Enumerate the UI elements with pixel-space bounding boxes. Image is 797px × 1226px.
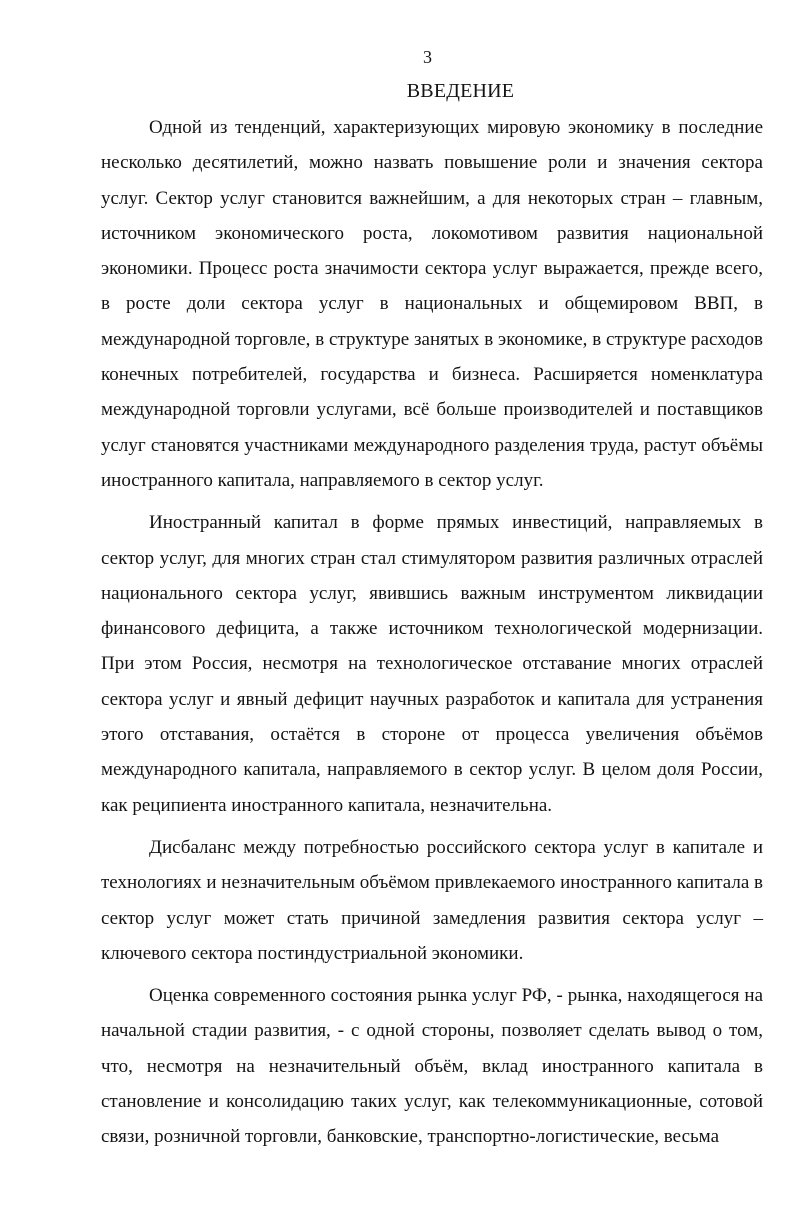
page-number: 3 xyxy=(423,47,432,67)
section-heading: ВВЕДЕНИЕ xyxy=(406,80,515,102)
paragraph: Одной из тенденций, характеризующих мировую экономику в последние несколько десятилетий, можно назвать повышение роли и значения сектора услуг. Сектор услуг становится важнейшим, а для некоторых стран – главным, источником экономического роста, локомотивом развития национальной экономики. Процесс роста значимости сектора услуг выражается, прежде всего, в росте доли сектора услуг в национальных и общемировом ВВП, в международной торговле, в структуре занятых в экономике, в структуре расходов конечных потребителей, государства и бизнеса. Расширяется номенклатура международной торговли услугами, всё больше производителей и поставщиков услуг становятся участниками международного разделения труда, растут объёмы иностранного капитала, направляемого в сектор услуг. xyxy=(101,117,763,491)
paragraph: Оценка современного состояния рынка услуг РФ, - рынка, находящегося на начальной стадии развития, - с одной стороны, позволяет сделать вывод о том, что, несмотря на незначительный объём, вклад иностранного капитала в становление и консолидацию таких услуг, как телекоммуникационные, сотовой связи, розничной торговли, банковские, транспортно-логистические, весьма xyxy=(101,985,763,1148)
body-text xyxy=(101,110,763,1155)
paragraph: Дисбаланс между потребностью российского сектора услуг в капитале и технологиях и незначительным объёмом привлекаемого иностранного капитала в сектор услуг может стать причиной замедления развития сектора услуг – ключевого сектора постиндустриальной экономики. xyxy=(101,836,763,964)
paragraph: Иностранный капитал в форме прямых инвестиций, направляемых в сектор услуг, для многих стран стал стимулятором развития различных отраслей национального сектора услуг, явившись важным инструментом ликвидации финансового дефицита, а также источником технологической модернизации. При этом Россия, несмотря на технологическое отставание многих отраслей сектора услуг и явный дефицит научных разработок и капитала для устранения этого отставания, остаётся в стороне от процесса увеличения объёмов международного капитала, направляемого в сектор услуг. В целом доля России, как реципиента иностранного капитала, незначительна. xyxy=(101,512,763,816)
